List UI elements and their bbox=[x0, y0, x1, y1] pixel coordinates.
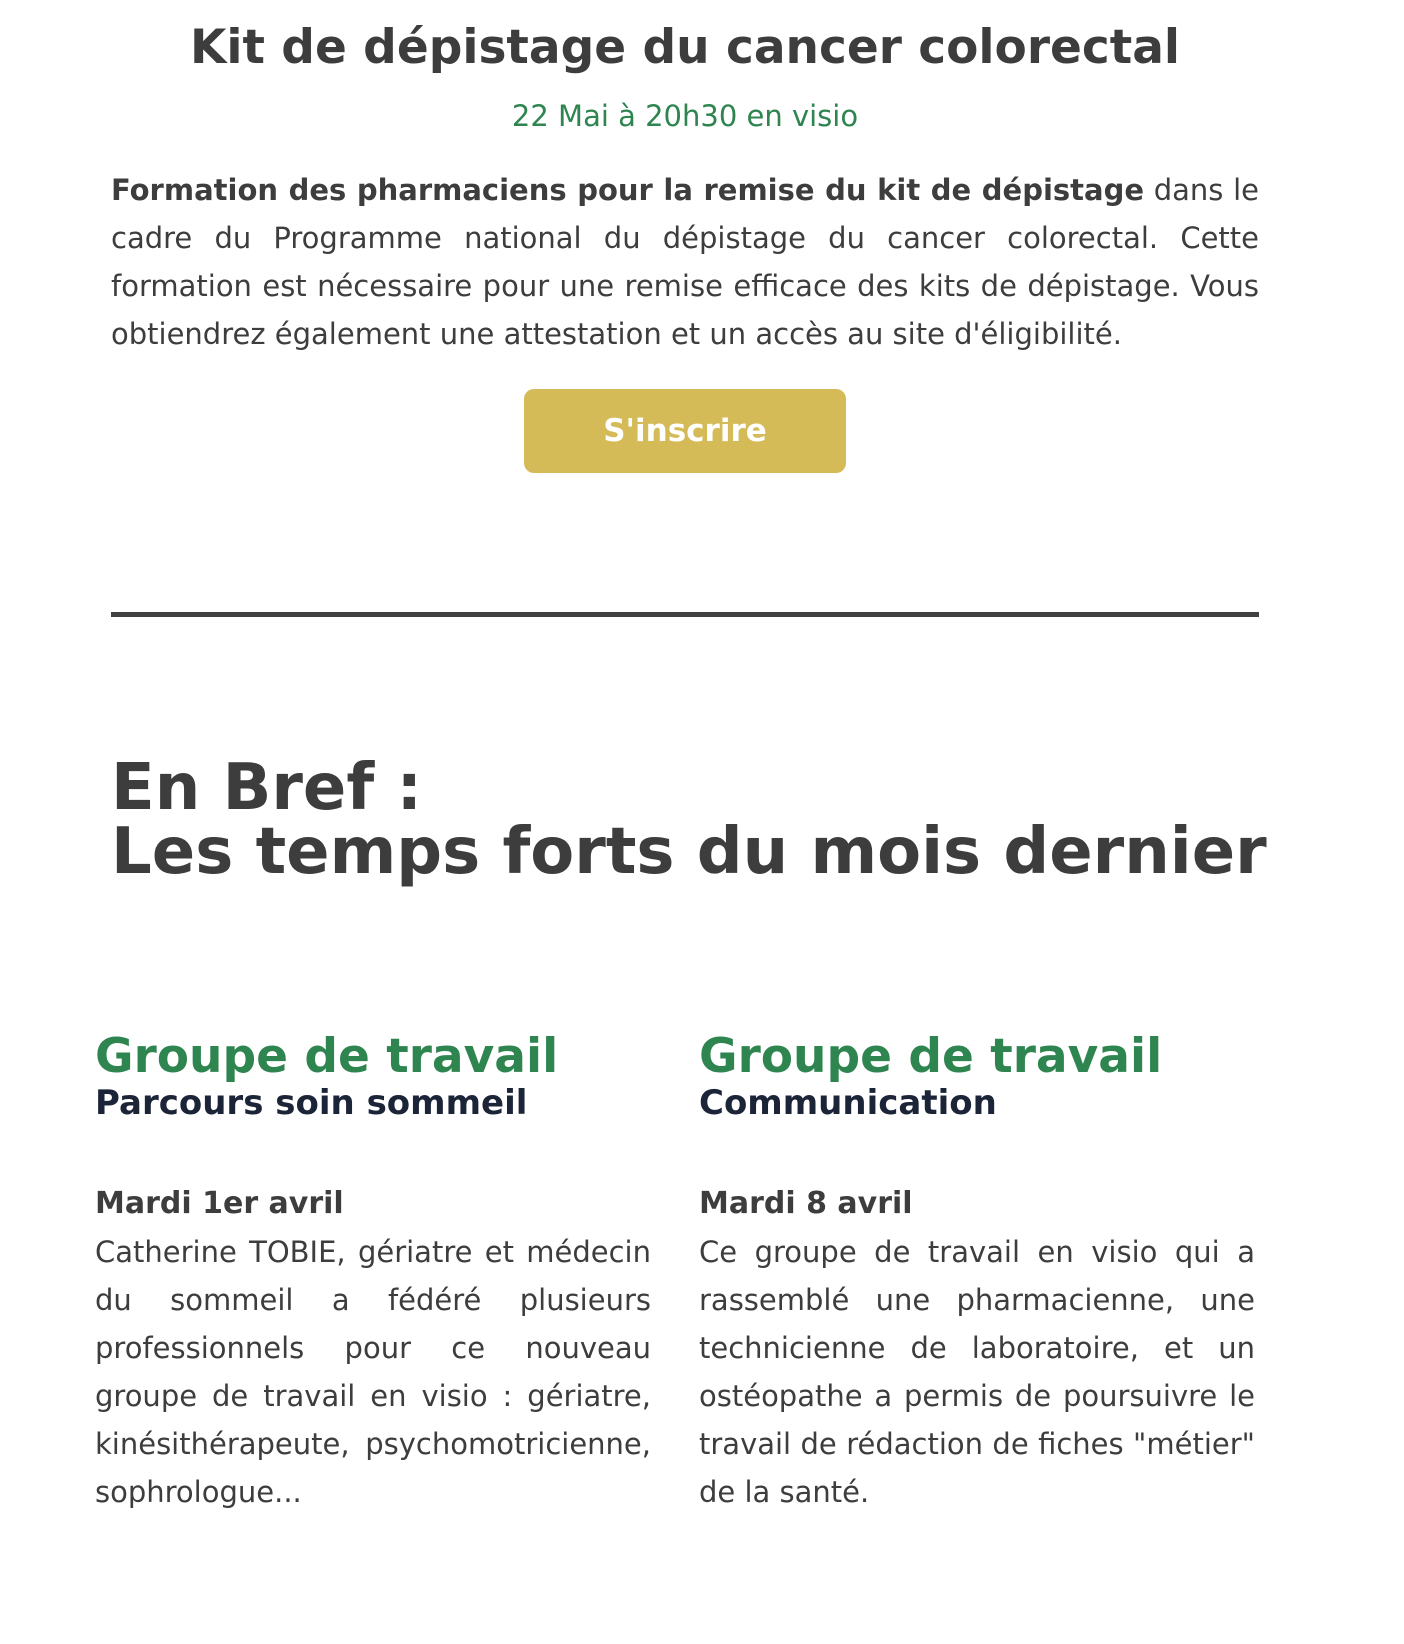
card-body: Ce groupe de travail en visio qui a rassemblé une pharmacienne, une technicienne de laboratoire, et un ostéopathe a permis de poursuivre le travail de rédaction de fiches "métier" de la santé. bbox=[699, 1235, 1255, 1509]
news-card-sleep bbox=[95, 1030, 651, 1516]
event-date: 22 Mai à 20h30 en visio bbox=[511, 99, 859, 133]
section-title-line1: En Bref : bbox=[111, 751, 423, 825]
section-title bbox=[111, 751, 1267, 889]
card-date: Mardi 8 avril bbox=[699, 1186, 913, 1221]
register-button[interactable]: S'inscrire bbox=[524, 389, 846, 473]
card-kicker: Groupe de travail bbox=[95, 1029, 559, 1084]
section-title-line2: Les temps forts du mois dernier bbox=[111, 815, 1267, 889]
event-description bbox=[111, 166, 1259, 358]
card-kicker: Groupe de travail bbox=[699, 1029, 1163, 1084]
card-subtitle: Parcours soin sommeil bbox=[95, 1083, 528, 1123]
event-title: Kit de dépistage du cancer colorectal bbox=[189, 20, 1181, 75]
card-date: Mardi 1er avril bbox=[95, 1186, 344, 1221]
news-card-communication bbox=[699, 1030, 1255, 1516]
event-description-text: dans le cadre du Programme national du dépistage du cancer colorectal. Cette formation est nécessaire pour une remise efficace des kits de dépistage. Vous obtiendrez également une attestation et un accès au site d'éligibilité. bbox=[111, 173, 1259, 351]
event-description-bold: Formation des pharmaciens pour la remise du kit de dépistage bbox=[111, 173, 1145, 207]
section-divider bbox=[111, 612, 1259, 617]
card-subtitle: Communication bbox=[699, 1083, 997, 1123]
card-body: Catherine TOBIE, gériatre et médecin du sommeil a fédéré plusieurs professionnels pour ce nouveau groupe de travail en visio : gériatre, kinésithérapeute, psychomotricienne, sophrologue... bbox=[95, 1235, 651, 1509]
